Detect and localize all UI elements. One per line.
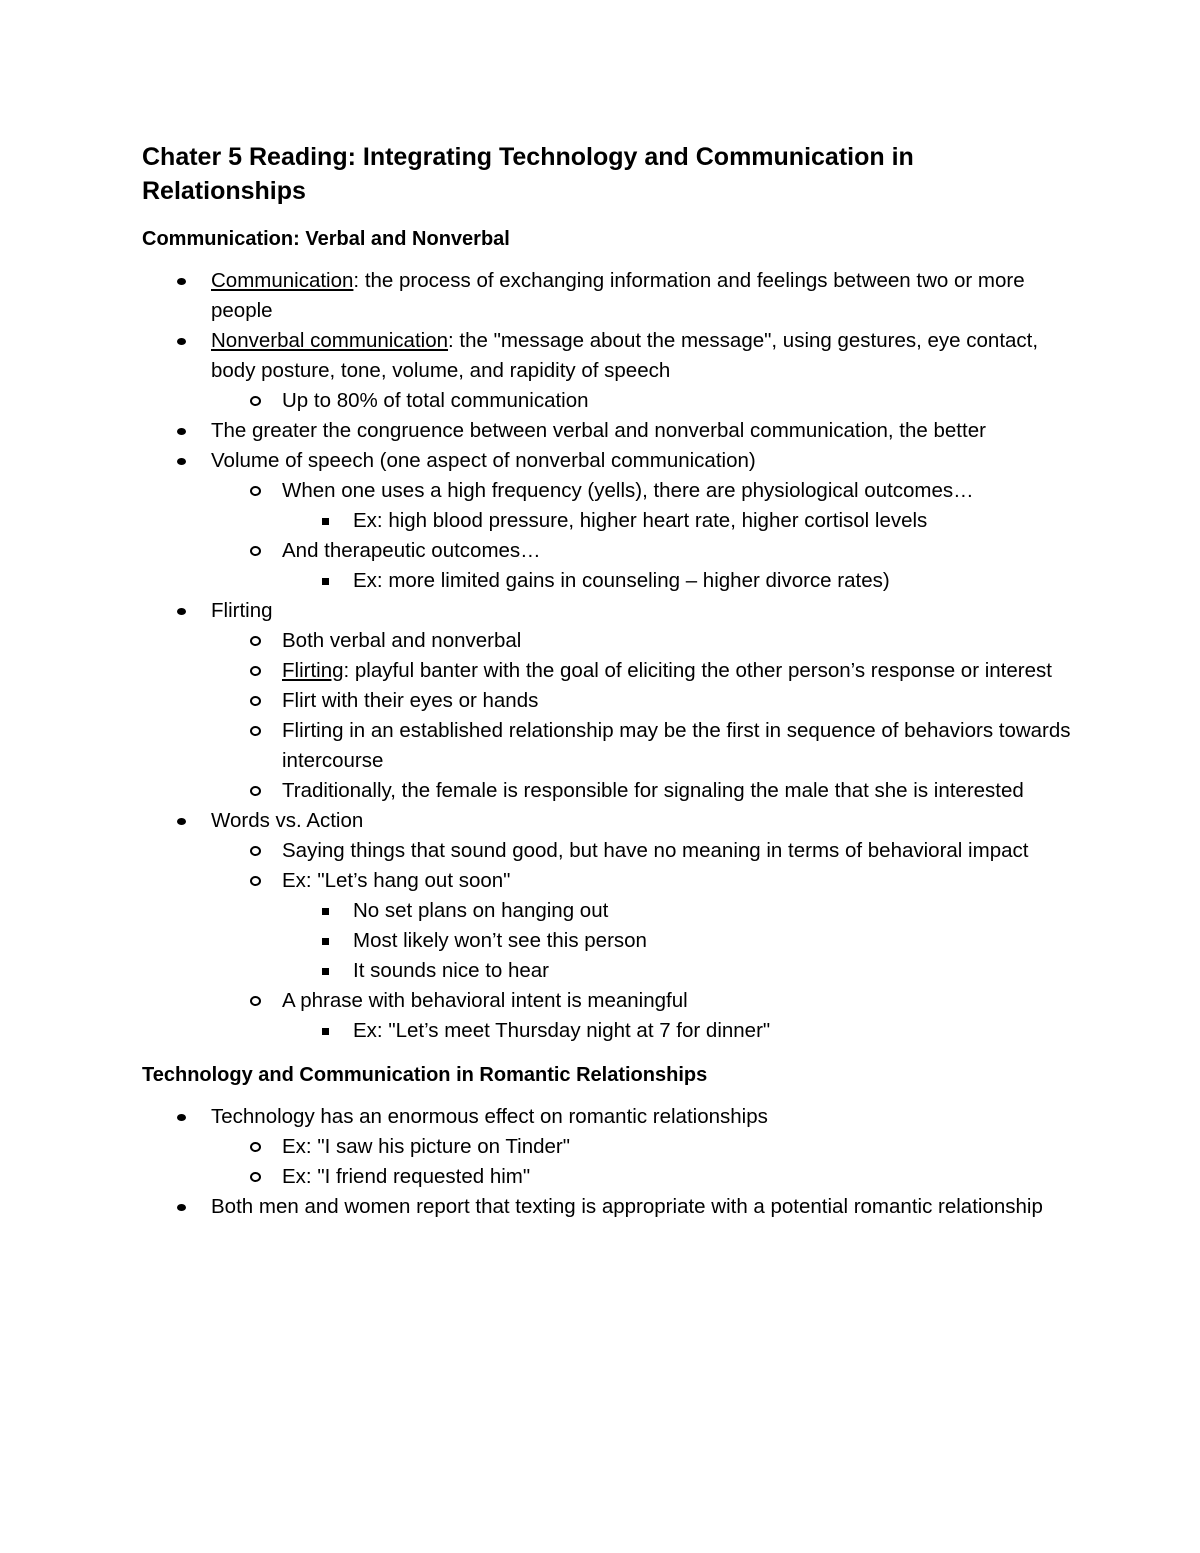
list-item	[142, 626, 1072, 656]
list-item	[142, 596, 1072, 626]
list-item	[142, 266, 1072, 326]
bullet-circle-icon	[248, 686, 262, 716]
bullet-circle-icon	[248, 716, 262, 746]
item-text: Up to 80% of total communication	[282, 389, 589, 412]
item-text: No set plans on hanging out	[353, 899, 609, 922]
list-item	[142, 806, 1072, 836]
bullet-disc-icon	[174, 446, 188, 476]
definition: : playful banter with the goal of eliciting the other person’s response or interest	[343, 659, 1052, 682]
bullet-circle-icon	[248, 386, 262, 416]
item-text: The greater the congruence between verbal and nonverbal communication, the better	[211, 419, 986, 442]
document-page	[142, 140, 1072, 1222]
bullet-circle-icon	[248, 986, 262, 1016]
item-text: Technology has an enormous effect on romantic relationships	[211, 1105, 768, 1128]
list-item	[142, 776, 1072, 806]
bullet-disc-icon	[174, 266, 188, 296]
term: Flirting	[282, 659, 344, 682]
bullet-circle-icon	[248, 866, 262, 896]
item-text: Most likely won’t see this person	[353, 929, 647, 952]
bullet-circle-icon	[248, 656, 262, 686]
item-text: Flirting	[211, 599, 273, 622]
term: Nonverbal communication	[211, 329, 449, 352]
list-item	[142, 896, 1072, 926]
list-item	[142, 386, 1072, 416]
list-item	[142, 446, 1072, 476]
item-text: Ex: more limited gains in counseling – higher divorce rates)	[353, 569, 890, 592]
bullet-circle-icon	[248, 776, 262, 806]
bullet-circle-icon	[248, 476, 262, 506]
list-item	[142, 416, 1072, 446]
item-text: Ex: "Let’s meet Thursday night at 7 for dinner"	[353, 1019, 771, 1042]
bullet-circle-icon	[248, 836, 262, 866]
item-text: Ex: "Let’s hang out soon"	[282, 869, 511, 892]
item-text: And therapeutic outcomes…	[282, 539, 541, 562]
bullet-square-icon	[318, 506, 332, 536]
list-item	[142, 866, 1072, 896]
bullet-disc-icon	[174, 806, 188, 836]
item-text: When one uses a high frequency (yells), there are physiological outcomes…	[282, 479, 974, 502]
item-text: Flirt with their eyes or hands	[282, 689, 539, 712]
bullet-circle-icon	[248, 1162, 262, 1192]
list-item	[142, 536, 1072, 566]
bullet-disc-icon	[174, 326, 188, 356]
definition: : the "message about the message", using gestures, eye contact, body posture, tone, volume, and rapidity of speech	[211, 329, 1039, 382]
item-text: Both verbal and nonverbal	[282, 629, 522, 652]
list-item	[142, 656, 1072, 686]
item-text: Traditionally, the female is responsible for signaling the male that she is interested	[282, 779, 1024, 802]
item-text: Ex: high blood pressure, higher heart rate, higher cortisol levels	[353, 509, 928, 532]
list-item	[142, 986, 1072, 1016]
bullet-disc-icon	[174, 416, 188, 446]
item-text: Flirting in an established relationship may be the first in sequence of behaviors towards intercourse	[282, 719, 1071, 772]
bullet-circle-icon	[248, 1132, 262, 1162]
list-item	[142, 836, 1072, 866]
item-text: Words vs. Action	[211, 809, 364, 832]
bullet-circle-icon	[248, 626, 262, 656]
section-heading-communication: Communication: Verbal and Nonverbal	[142, 228, 510, 250]
item-text: Ex: "I saw his picture on Tinder"	[282, 1135, 571, 1158]
bullet-disc-icon	[174, 1102, 188, 1132]
bullet-disc-icon	[174, 1192, 188, 1222]
bullet-square-icon	[318, 926, 332, 956]
bullet-square-icon	[318, 896, 332, 926]
item-text: A phrase with behavioral intent is meaningful	[282, 989, 688, 1012]
list-item	[142, 506, 1072, 536]
bullet-circle-icon	[248, 536, 262, 566]
item-text: It sounds nice to hear	[353, 959, 550, 982]
bullet-square-icon	[318, 566, 332, 596]
bullet-square-icon	[318, 956, 332, 986]
list-item	[142, 1192, 1072, 1222]
bullet-square-icon	[318, 1016, 332, 1046]
list-item	[142, 326, 1072, 386]
section-heading-technology: Technology and Communication in Romantic Relationships	[142, 1064, 708, 1086]
item-text: Ex: "I friend requested him"	[282, 1165, 531, 1188]
list-item	[142, 1162, 1072, 1192]
item-text: Volume of speech (one aspect of nonverbal communication)	[211, 449, 756, 472]
document-title: Chater 5 Reading: Integrating Technology and Communication in Relationships	[142, 143, 914, 205]
list-item	[142, 476, 1072, 506]
list-item	[142, 926, 1072, 956]
list-item	[142, 1102, 1072, 1132]
list-item	[142, 1016, 1072, 1046]
list-item	[142, 716, 1072, 776]
item-text: Saying things that sound good, but have no meaning in terms of behavioral impact	[282, 839, 1029, 862]
term: Communication	[211, 269, 354, 292]
list-item	[142, 1132, 1072, 1162]
list-item	[142, 566, 1072, 596]
bullet-disc-icon	[174, 596, 188, 626]
list-item	[142, 956, 1072, 986]
item-text: Both men and women report that texting is appropriate with a potential romantic relationship	[211, 1195, 1043, 1218]
definition: : the process of exchanging information and feelings between two or more people	[211, 269, 1025, 322]
list-item	[142, 686, 1072, 716]
